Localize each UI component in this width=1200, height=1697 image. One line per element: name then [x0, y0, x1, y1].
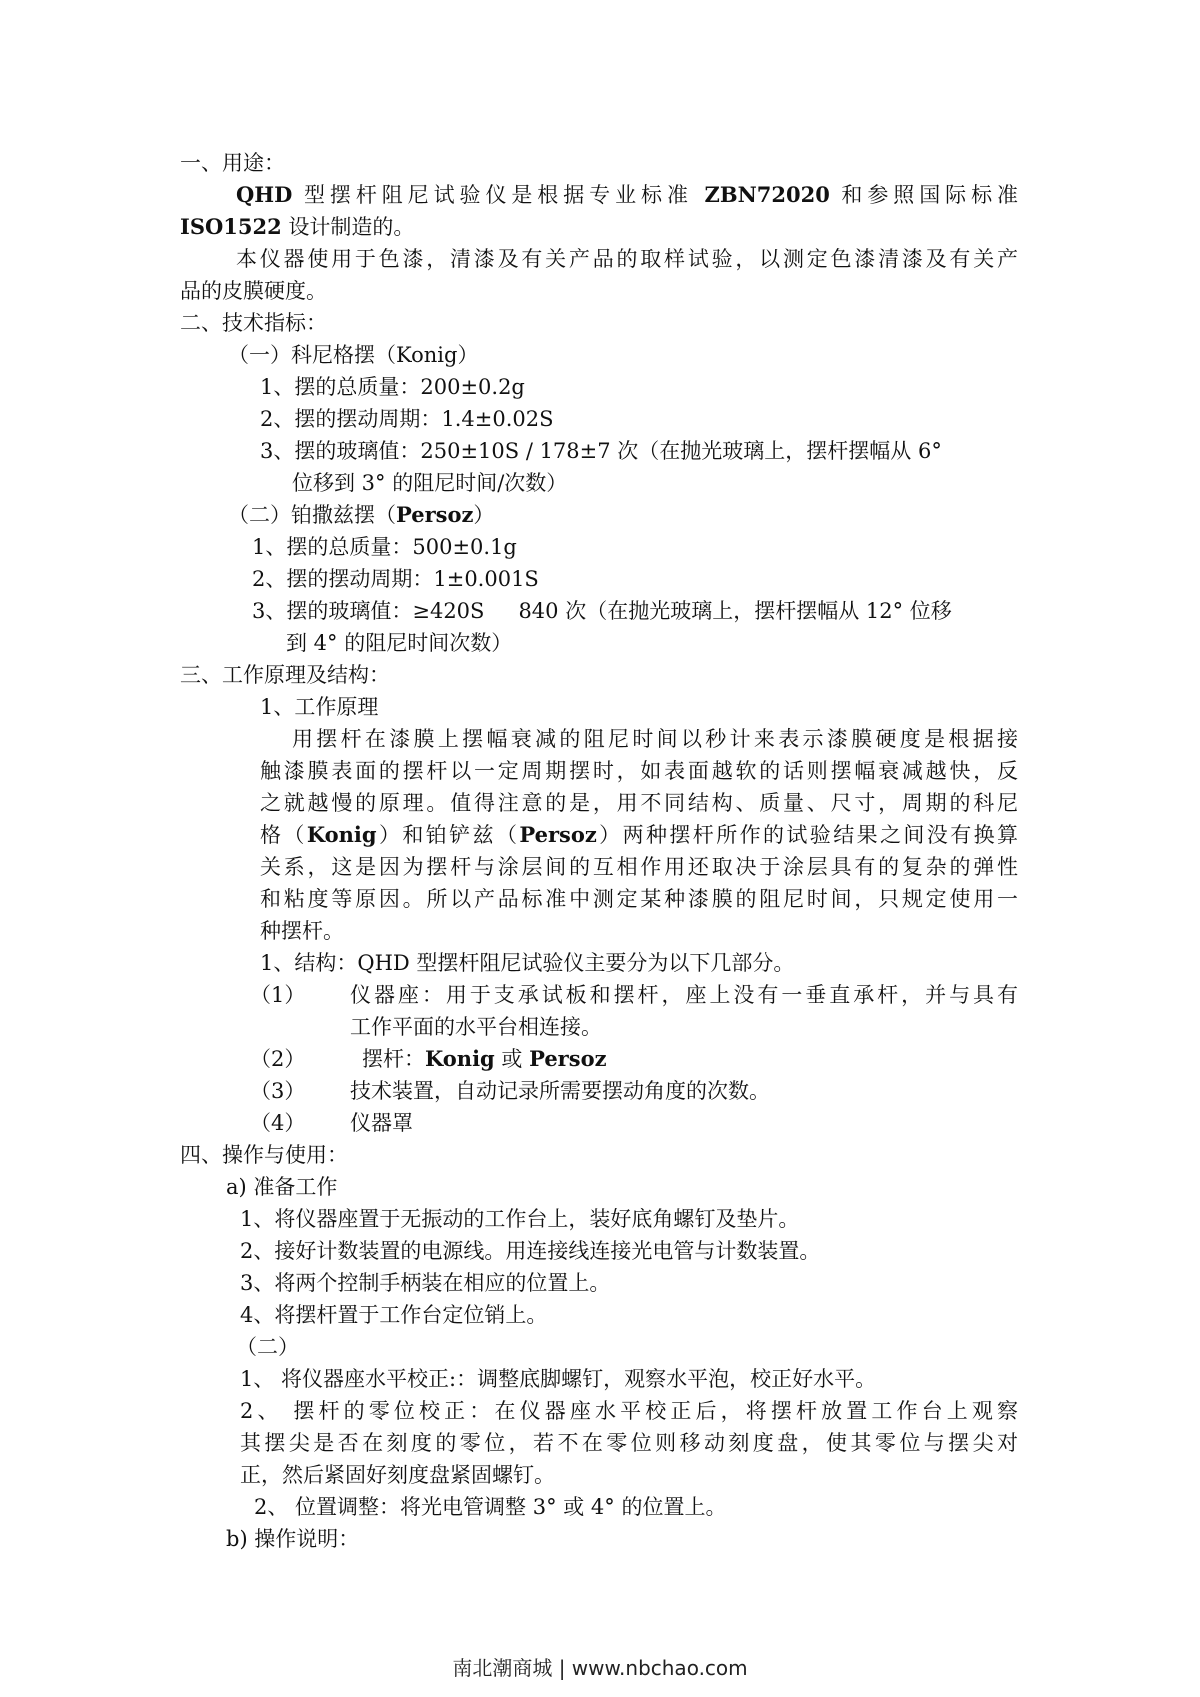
section-1-para-1-line-1: QHD 型摆杆阻尼试验仪是根据专业标准 ZBN72020 和参照国际标准	[236, 182, 1018, 207]
konig-item-3-line-2: 位移到 3° 的阻尼时间/次数）	[292, 471, 568, 495]
calibration-item-2-line-2: 其摆尖是否在刻度的零位，若不在零位则移动刻度盘，使其零位与摆尖对	[240, 1431, 1018, 1455]
section-1-heading: 一、用途：	[180, 151, 285, 175]
structure-item-4-text: 仪器罩	[350, 1111, 413, 1135]
persoz-title: （二）铂撒兹摆（Persoz）	[228, 502, 495, 527]
konig-item-2: 2、摆的摆动周期：1.4±0.02S	[260, 407, 554, 431]
calibration-item-3: 2、 位置调整：将光电管调整 3° 或 4° 的位置上。	[254, 1495, 727, 1519]
structure-item-2-number: （2）	[250, 1047, 306, 1071]
persoz-item-1: 1、摆的总质量：500±0.1g	[252, 535, 517, 559]
section-1-para-1-line-2: ISO1522 设计制造的。	[180, 214, 415, 239]
principle-para-line-6: 和粘度等原因。所以产品标准中测定某种漆膜的阻尼时间，只规定使用一	[260, 887, 1018, 911]
principle-para-line-4: 格（Konig）和铂铲兹（Persoz）两种摆杆所作的试验结果之间没有换算	[260, 822, 1019, 847]
structure-item-1-number: （1）	[250, 983, 306, 1007]
konig-item-1: 1、摆的总质量：200±0.2g	[260, 375, 525, 399]
preparation-item-4: 4、将摆杆置于工作台定位销上。	[240, 1303, 548, 1327]
section-1-para-2-line-1: 本仪器使用于色漆，清漆及有关产品的取样试验，以测定色漆清漆及有关产	[236, 247, 1018, 271]
structure-item-3-number: （3）	[250, 1079, 306, 1103]
structure-item-1-line-1: 仪器座：用于支承试板和摆杆，座上没有一垂直承杆，并与具有	[350, 983, 1018, 1007]
calibration-item-2-line-3: 正，然后紧固好刻度盘紧固螺钉。	[240, 1463, 555, 1487]
operation-title: b) 操作说明：	[226, 1527, 360, 1551]
persoz-item-3-line-1: 3、摆的玻璃值：≥420S 840 次（在抛光玻璃上，摆杆摆幅从 12° 位移	[252, 599, 952, 623]
konig-item-3-line-1: 3、摆的玻璃值：250±10S / 178±7 次（在抛光玻璃上，摆杆摆幅从 6°	[260, 439, 942, 463]
structure-item-4-number: （4）	[250, 1111, 306, 1135]
principle-para-line-1: 用摆杆在漆膜上摆幅衰减的阻尼时间以秒计来表示漆膜硬度是根据接	[292, 727, 1018, 751]
section-4-heading: 四、操作与使用：	[180, 1143, 348, 1167]
calibration-item-2-line-1: 2、 摆杆的零位校正：在仪器座水平校正后，将摆杆放置工作台上观察	[240, 1399, 1018, 1423]
structure-subheading: 1、结构：QHD 型摆杆阻尼试验仪主要分为以下几部分。	[260, 951, 795, 975]
preparation-item-3: 3、将两个控制手柄装在相应的位置上。	[240, 1271, 611, 1295]
konig-title: （一）科尼格摆（Konig）	[228, 343, 479, 367]
structure-item-3-text: 技术装置，自动记录所需要摆动角度的次数。	[350, 1079, 770, 1103]
preparation-title: a) 准备工作	[226, 1175, 338, 1199]
principle-subheading: 1、工作原理	[260, 695, 379, 719]
section-3-heading: 三、工作原理及结构：	[180, 663, 390, 687]
section-2-heading: 二、技术指标：	[180, 311, 327, 335]
structure-item-1-line-2: 工作平面的水平台相连接。	[350, 1015, 602, 1039]
preparation-item-2: 2、接好计数装置的电源线。用连接线连接光电管与计数装置。	[240, 1239, 821, 1263]
persoz-item-3-line-2: 到 4° 的阻尼时间次数）	[286, 631, 513, 655]
calibration-title: （二）	[236, 1335, 299, 1359]
principle-para-line-7: 种摆杆。	[260, 919, 344, 943]
preparation-item-1: 1、将仪器座置于无振动的工作台上，装好底角螺钉及垫片。	[240, 1207, 800, 1231]
calibration-item-1: 1、 将仪器座水平校正:：调整底脚螺钉，观察水平泡，校正好水平。	[240, 1367, 877, 1391]
principle-para-line-2: 触漆膜表面的摆杆以一定周期摆时，如表面越软的话则摆幅衰减越快，反	[260, 759, 1018, 783]
principle-para-line-5: 关系，这是因为摆杆与涂层间的互相作用还取决于涂层具有的复杂的弹性	[260, 855, 1018, 879]
footer-watermark: 南北潮商城 | www.nbchao.com	[452, 1656, 748, 1680]
principle-para-line-3: 之就越慢的原理。值得注意的是，用不同结构、质量、尺寸，周期的科尼	[260, 791, 1018, 815]
section-1-para-2-line-2: 品的皮膜硬度。	[180, 279, 327, 303]
structure-item-2-text: 摆杆：Konig 或 Persoz	[362, 1046, 607, 1071]
persoz-item-2: 2、摆的摆动周期：1±0.001S	[252, 567, 539, 591]
